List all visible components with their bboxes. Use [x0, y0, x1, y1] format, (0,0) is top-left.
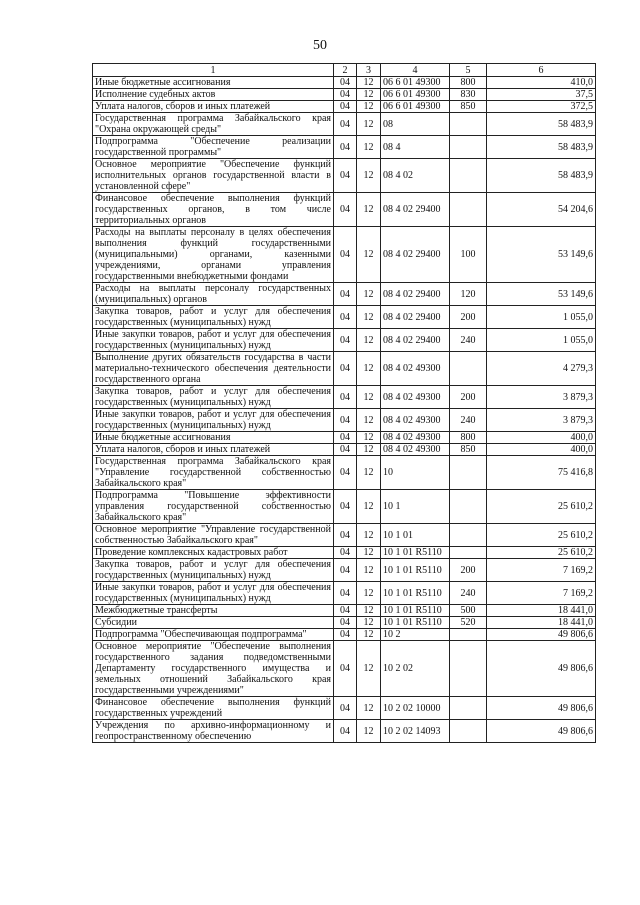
row-target-article: 08 4 02 [381, 159, 450, 193]
row-target-article: 10 [381, 456, 450, 490]
header-col-2: 2 [334, 64, 357, 77]
row-amount: 54 204,6 [487, 193, 596, 227]
row-subsection: 12 [357, 605, 381, 617]
header-col-3: 3 [357, 64, 381, 77]
row-target-article: 08 [381, 113, 450, 136]
row-amount: 58 483,9 [487, 136, 596, 159]
row-subsection: 12 [357, 524, 381, 547]
row-expense-type [450, 490, 487, 524]
row-section: 04 [334, 227, 357, 283]
table-row [93, 386, 596, 409]
table-row [93, 77, 596, 89]
row-expense-type: 240 [450, 582, 487, 605]
row-amount: 18 441,0 [487, 617, 596, 629]
row-subsection: 12 [357, 136, 381, 159]
table-row [93, 329, 596, 352]
row-target-article: 08 4 [381, 136, 450, 159]
row-amount: 7 169,2 [487, 559, 596, 582]
table-row [93, 547, 596, 559]
row-expense-type: 200 [450, 386, 487, 409]
row-expense-type [450, 352, 487, 386]
row-target-article: 08 4 02 49300 [381, 386, 450, 409]
table-row [93, 306, 596, 329]
row-target-article: 10 1 01 R5110 [381, 582, 450, 605]
row-name: Основное мероприятие "Управление государственной собственностью Забайкальского края" [93, 524, 334, 547]
row-expense-type [450, 193, 487, 227]
row-amount: 49 806,6 [487, 720, 596, 743]
row-name: Межбюджетные трансферты [93, 605, 334, 617]
row-name: Расходы на выплаты персоналу в целях обеспечения выполнения функций государственными (муниципальными) органами, казенными учреждениями, органами управления государственными внебюджетными фондами [93, 227, 334, 283]
row-section: 04 [334, 386, 357, 409]
row-section: 04 [334, 641, 357, 697]
row-name: Учреждения по архивно-информационному и геопространственному обеспечению [93, 720, 334, 743]
row-target-article: 08 4 02 29400 [381, 193, 450, 227]
row-name: Иные бюджетные ассигнования [93, 77, 334, 89]
table-row [93, 641, 596, 697]
row-subsection: 12 [357, 227, 381, 283]
row-name: Подпрограмма "Обеспечение реализации государственной программы" [93, 136, 334, 159]
row-subsection: 12 [357, 641, 381, 697]
row-target-article: 10 2 02 14093 [381, 720, 450, 743]
row-subsection: 12 [357, 283, 381, 306]
row-expense-type [450, 697, 487, 720]
table-row [93, 159, 596, 193]
row-name: Закупка товаров, работ и услуг для обеспечения государственных (муниципальных) нужд [93, 559, 334, 582]
row-subsection: 12 [357, 629, 381, 641]
row-section: 04 [334, 306, 357, 329]
row-name: Закупка товаров, работ и услуг для обеспечения государственных (муниципальных) нужд [93, 306, 334, 329]
row-target-article: 10 1 01 R5110 [381, 547, 450, 559]
row-section: 04 [334, 89, 357, 101]
row-amount: 53 149,6 [487, 227, 596, 283]
row-expense-type: 500 [450, 605, 487, 617]
row-target-article: 10 1 [381, 490, 450, 524]
row-name: Проведение комплексных кадастровых работ [93, 547, 334, 559]
table-row [93, 136, 596, 159]
row-target-article: 08 4 02 29400 [381, 283, 450, 306]
table-row [93, 432, 596, 444]
table-row [93, 582, 596, 605]
row-name: Выполнение других обязательств государства в части материально-технического обеспечения деятельности государственного органа [93, 352, 334, 386]
row-expense-type [450, 456, 487, 490]
row-subsection: 12 [357, 432, 381, 444]
row-name: Основное мероприятие "Обеспечение функций исполнительных органов государственной власти в установленной сфере" [93, 159, 334, 193]
row-amount: 1 055,0 [487, 306, 596, 329]
table-row [93, 283, 596, 306]
row-target-article: 06 6 01 49300 [381, 89, 450, 101]
row-expense-type: 200 [450, 559, 487, 582]
table-row [93, 456, 596, 490]
row-section: 04 [334, 77, 357, 89]
row-subsection: 12 [357, 409, 381, 432]
row-target-article: 08 4 02 49300 [381, 409, 450, 432]
row-target-article: 10 1 01 [381, 524, 450, 547]
row-section: 04 [334, 547, 357, 559]
table-row [93, 193, 596, 227]
row-name: Расходы на выплаты персоналу государственных (муниципальных) органов [93, 283, 334, 306]
row-name: Уплата налогов, сборов и иных платежей [93, 444, 334, 456]
row-amount: 400,0 [487, 444, 596, 456]
table-row [93, 490, 596, 524]
row-subsection: 12 [357, 386, 381, 409]
header-col-4: 4 [381, 64, 450, 77]
row-name: Иные бюджетные ассигнования [93, 432, 334, 444]
row-target-article: 08 4 02 49300 [381, 352, 450, 386]
row-subsection: 12 [357, 697, 381, 720]
row-subsection: 12 [357, 89, 381, 101]
table-row [93, 605, 596, 617]
row-name: Субсидии [93, 617, 334, 629]
row-amount: 4 279,3 [487, 352, 596, 386]
row-name: Финансовое обеспечение выполнения функций государственных органов, в том числе территориальных органов [93, 193, 334, 227]
row-target-article: 10 2 02 [381, 641, 450, 697]
row-name: Государственная программа Забайкальского края "Охрана окружающей среды" [93, 113, 334, 136]
row-section: 04 [334, 409, 357, 432]
row-name: Финансовое обеспечение выполнения функций государственных учреждений [93, 697, 334, 720]
page-number: 50 [313, 38, 327, 53]
row-amount: 18 441,0 [487, 605, 596, 617]
row-target-article: 10 1 01 R5110 [381, 617, 450, 629]
row-subsection: 12 [357, 329, 381, 352]
row-expense-type: 520 [450, 617, 487, 629]
row-expense-type: 240 [450, 329, 487, 352]
row-amount: 25 610,2 [487, 524, 596, 547]
row-amount: 25 610,2 [487, 547, 596, 559]
row-amount: 7 169,2 [487, 582, 596, 605]
row-amount: 25 610,2 [487, 490, 596, 524]
row-section: 04 [334, 101, 357, 113]
row-target-article: 10 2 02 10000 [381, 697, 450, 720]
row-expense-type [450, 720, 487, 743]
row-name: Исполнение судебных актов [93, 89, 334, 101]
row-section: 04 [334, 559, 357, 582]
row-expense-type: 830 [450, 89, 487, 101]
row-section: 04 [334, 432, 357, 444]
row-amount: 410,0 [487, 77, 596, 89]
row-expense-type [450, 629, 487, 641]
row-name: Иные закупки товаров, работ и услуг для обеспечения государственных (муниципальных) нужд [93, 582, 334, 605]
row-section: 04 [334, 456, 357, 490]
row-amount: 3 879,3 [487, 386, 596, 409]
table-row [93, 444, 596, 456]
row-section: 04 [334, 113, 357, 136]
table-row [93, 617, 596, 629]
row-subsection: 12 [357, 101, 381, 113]
row-amount: 75 416,8 [487, 456, 596, 490]
row-amount: 58 483,9 [487, 159, 596, 193]
row-subsection: 12 [357, 77, 381, 89]
table-row [93, 524, 596, 547]
row-target-article: 08 4 02 29400 [381, 306, 450, 329]
row-section: 04 [334, 444, 357, 456]
table-row [93, 101, 596, 113]
row-section: 04 [334, 524, 357, 547]
row-subsection: 12 [357, 352, 381, 386]
row-target-article: 08 4 02 29400 [381, 329, 450, 352]
row-section: 04 [334, 617, 357, 629]
row-amount: 58 483,9 [487, 113, 596, 136]
row-subsection: 12 [357, 490, 381, 524]
row-name: Иные закупки товаров, работ и услуг для обеспечения государственных (муниципальных) нужд [93, 409, 334, 432]
row-amount: 37,5 [487, 89, 596, 101]
table-row [93, 227, 596, 283]
row-subsection: 12 [357, 456, 381, 490]
row-target-article: 08 4 02 49300 [381, 444, 450, 456]
row-subsection: 12 [357, 617, 381, 629]
row-expense-type [450, 547, 487, 559]
row-target-article: 08 4 02 49300 [381, 432, 450, 444]
row-section: 04 [334, 629, 357, 641]
row-amount: 372,5 [487, 101, 596, 113]
row-section: 04 [334, 136, 357, 159]
row-subsection: 12 [357, 193, 381, 227]
row-section: 04 [334, 582, 357, 605]
row-name: Уплата налогов, сборов и иных платежей [93, 101, 334, 113]
row-amount: 53 149,6 [487, 283, 596, 306]
row-section: 04 [334, 605, 357, 617]
row-name: Иные закупки товаров, работ и услуг для обеспечения государственных (муниципальных) нужд [93, 329, 334, 352]
row-amount: 3 879,3 [487, 409, 596, 432]
row-expense-type: 800 [450, 432, 487, 444]
row-subsection: 12 [357, 582, 381, 605]
row-expense-type: 200 [450, 306, 487, 329]
row-subsection: 12 [357, 444, 381, 456]
row-subsection: 12 [357, 306, 381, 329]
row-name: Государственная программа Забайкальского края "Управление государственной собственностью Забайкальского края" [93, 456, 334, 490]
row-amount: 49 806,6 [487, 697, 596, 720]
row-subsection: 12 [357, 559, 381, 582]
row-target-article: 10 1 01 R5110 [381, 559, 450, 582]
header-col-1: 1 [93, 64, 334, 77]
table-row [93, 409, 596, 432]
row-expense-type: 100 [450, 227, 487, 283]
row-section: 04 [334, 720, 357, 743]
row-name: Основное мероприятие "Обеспечение выполнения государственного задания подведомственными Департаменту государственного имущества и земельных отношений Забайкальского края государственными учреждениями" [93, 641, 334, 697]
row-subsection: 12 [357, 159, 381, 193]
table-row [93, 89, 596, 101]
row-amount: 49 806,6 [487, 641, 596, 697]
row-section: 04 [334, 329, 357, 352]
table-row [93, 352, 596, 386]
row-target-article: 08 4 02 29400 [381, 227, 450, 283]
row-name: Подпрограмма "Повышение эффективности управления государственной собственностью Забайкальского края" [93, 490, 334, 524]
row-section: 04 [334, 193, 357, 227]
row-subsection: 12 [357, 720, 381, 743]
row-amount: 1 055,0 [487, 329, 596, 352]
row-expense-type [450, 641, 487, 697]
row-expense-type: 240 [450, 409, 487, 432]
row-target-article: 06 6 01 49300 [381, 77, 450, 89]
row-amount: 49 806,6 [487, 629, 596, 641]
row-name: Закупка товаров, работ и услуг для обеспечения государственных (муниципальных) нужд [93, 386, 334, 409]
table-row [93, 720, 596, 743]
row-expense-type: 850 [450, 101, 487, 113]
table-row [93, 559, 596, 582]
row-expense-type [450, 113, 487, 136]
row-expense-type: 800 [450, 77, 487, 89]
row-target-article: 10 2 [381, 629, 450, 641]
row-section: 04 [334, 697, 357, 720]
row-expense-type [450, 159, 487, 193]
row-expense-type [450, 524, 487, 547]
row-section: 04 [334, 352, 357, 386]
row-section: 04 [334, 490, 357, 524]
header-row [93, 64, 596, 77]
table-row [93, 629, 596, 641]
row-target-article: 06 6 01 49300 [381, 101, 450, 113]
row-subsection: 12 [357, 547, 381, 559]
table-row [93, 697, 596, 720]
row-name: Подпрограмма "Обеспечивающая подпрограмма" [93, 629, 334, 641]
row-target-article: 10 1 01 R5110 [381, 605, 450, 617]
row-expense-type [450, 136, 487, 159]
header-col-6: 6 [487, 64, 596, 77]
header-col-5: 5 [450, 64, 487, 77]
row-expense-type: 850 [450, 444, 487, 456]
table-row [93, 113, 596, 136]
row-amount: 400,0 [487, 432, 596, 444]
row-section: 04 [334, 159, 357, 193]
budget-table [92, 63, 596, 743]
row-expense-type: 120 [450, 283, 487, 306]
row-subsection: 12 [357, 113, 381, 136]
row-section: 04 [334, 283, 357, 306]
